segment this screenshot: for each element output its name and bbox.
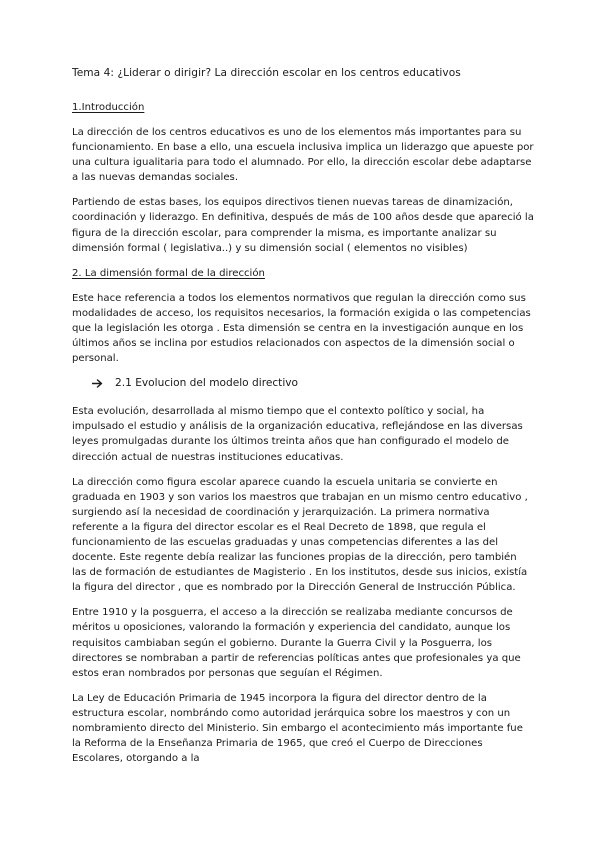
paragraph: Entre 1910 y la posguerra, el acceso a la dirección se realizaba mediante concursos de méritos u oposiciones, valorando la formación y experiencia del candidato, aunque los requisitos cambiaban según el gobierno. Durante la Guerra Civil y la Posguerra, los directores se nombraban a partir de referencias políticas antes que profesionales ya que estos eran nombrados por personas que seguían el Régimen. (72, 607, 521, 679)
subsection-heading (92, 376, 534, 391)
arrow-right-icon (92, 379, 103, 388)
paragraph: Partiendo de estas bases, los equipos directivos tienen nuevas tareas de dinamización, coordinación y liderazgo. En definitiva, después de más de 100 años desde que apareció la figura de la dirección escolar, para comprender la misma, es importante analizar su dimensión formal ( legislativa..) y su dimensión social ( elementos no visibles) (72, 197, 534, 254)
paragraph: La dirección de los centros educativos es uno de los elementos más importantes para su funcionamiento. En base a ello, una escuela inclusiva implica un liderazgo que apueste por una cultura igualitaria para todo el alumnado. Por ello, la dirección escolar debe adaptarse a las nuevas demandas sociales. (72, 127, 534, 184)
section-heading-dimension-formal: 2. La dimensión formal de la dirección (72, 267, 265, 279)
section-heading-introduccion: 1.Introducción (72, 102, 145, 113)
paragraph: La Ley de Educación Primaria de 1945 incorpora la figura del director dentro de la estructura escolar, nombrándo como autoridad jerárquica sobre los maestros y con un nombramiento directo del Ministerio. Sin embargo el acontecimiento más importante fue la Reforma de la Enseñanza Primaria de 1965, que creó el Cuerpo de Direcciones Escolares, otorgando a la (72, 692, 523, 765)
paragraph: La dirección como figura escolar aparece cuando la escuela unitaria se convierte en graduada en 1903 y son varios los maestros que trabajan en un mismo centro educativo , surgiendo así la necesidad de coordinación y jerarquización. La primera normativa referente a la figura del director escolar es el Real Decreto de 1898, que regula el funcionamiento de las escuelas graduadas y unas competencias diferentes a las del docente. Este regente debía realizar las funciones propias de la dirección, pero también las de formación de estudiantes de Magisterio . En los institutos, desde sus inicios, existía la figura del director , que es nombrado por la Dirección General de Instrucción Pública. (72, 476, 528, 594)
paragraph: Este hace referencia a todos los elementos normativos que regulan la dirección como sus modalidades de acceso, los requisitos necesarios, la formación exigida o las competencias que la legislación les otorga . Esta dimensión se centra en la investigación aunque en los últimos años se inclina por estudios relacionados con aspectos de la dimensión social o personal. (72, 292, 531, 365)
paragraph: Esta evolución, desarrollada al mismo tiempo que el contexto político y social, ha impulsado el estudio y análisis de la organización educativa, reflejándose en las diversas leyes promulgadas durante los últimos treinta años que han configurado el modelo de dirección actual de nuestras instituciones educativas. (72, 406, 523, 463)
subsection-heading-label: 2.1 Evolucion del modelo directivo (115, 377, 299, 390)
document-title: Tema 4: ¿Liderar o dirigir? La dirección escolar en los centros educativos (72, 67, 461, 79)
document-page (72, 66, 534, 776)
